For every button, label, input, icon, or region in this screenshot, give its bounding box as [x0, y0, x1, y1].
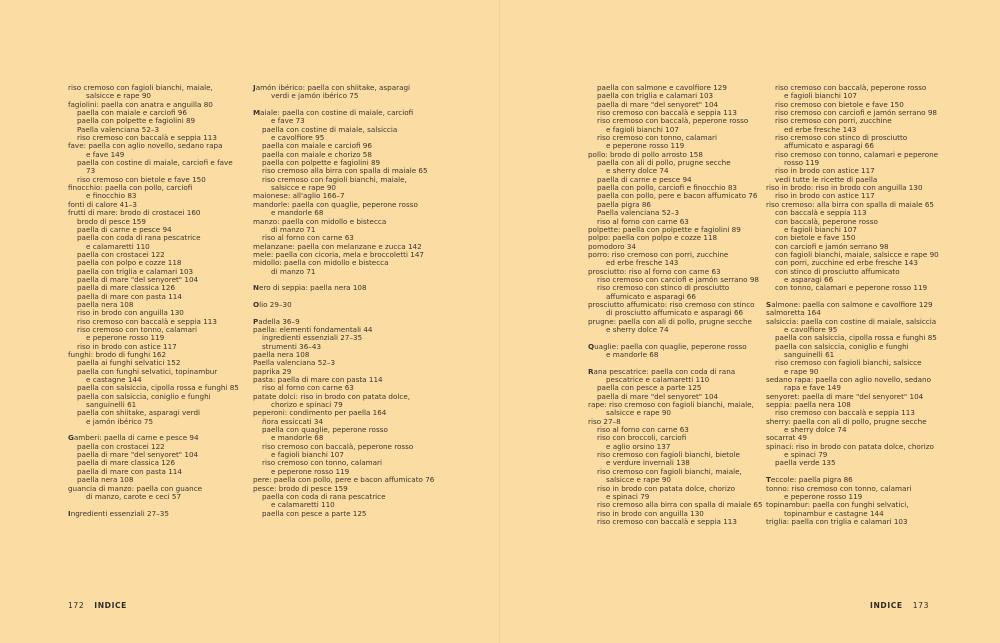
index-subentry: paella di mare con pasta 114 [77, 291, 182, 301]
index-subentry: paella di mare "del senyoret" 104 [597, 391, 719, 401]
index-subentry: riso in brodo con astice 117 [775, 166, 875, 176]
index-entry: fonti di calore 41–3 [68, 199, 137, 209]
index-continuation: e peperone rosso 119 [271, 466, 350, 476]
index-continuation: e rape 90 [784, 366, 819, 376]
index-subentry: con bietole e fave 150 [775, 233, 856, 243]
index-subentry: riso cremoso con stinco di prosciutto [775, 133, 908, 143]
index-subentry: paella con funghi selvatici, topinambur [77, 366, 218, 376]
entry-text: ana pescatrice: paella con coda di rana [593, 366, 736, 376]
section-letter: J [253, 83, 256, 92]
index-continuation: salsicce e rape 90 [606, 475, 671, 485]
index-subentry: riso in brodo con patata dolce, chorizo [597, 483, 736, 493]
index-entry: riso cremoso: alla birra con spalla di maiale 65 [766, 199, 935, 209]
index-subentry: riso cremoso con baccalà e seppia 113 [77, 133, 217, 143]
index-entry: spinaci: riso in brodo con patata dolce, chorizo [766, 441, 934, 451]
right-folio [870, 601, 929, 610]
index-entry: senyoret: paella di mare "del senyoret" 104 [766, 391, 924, 401]
running-head: INDICE [94, 601, 127, 610]
left-folio [68, 601, 127, 610]
page-number: 173 [912, 601, 929, 610]
index-continuation: e cavolfiore 95 [271, 133, 325, 143]
index-entry [253, 301, 423, 309]
index-continuation: e fagioli bianchi 107 [784, 224, 857, 234]
index-subentry: riso cremoso con baccalà, peperone rosso [597, 116, 749, 126]
index-entry: triglia: paella con triglia e calamari 103 [766, 516, 908, 526]
index-continuation: sanguinelli 61 [86, 400, 137, 410]
index-continuation: e fagioli bianchi 107 [784, 91, 857, 101]
index-continuation: di prosciutto affumicato e asparagi 66 [606, 308, 744, 318]
index-subentry: paella con shiitake, asparagi verdi [77, 408, 201, 418]
index-column-2 [253, 83, 435, 518]
entry-text: eccole: paella pigra 86 [770, 475, 853, 485]
section-letter: O [253, 299, 260, 309]
index-subentry: paella con coda di rana pescatrice [262, 491, 386, 501]
index-subentry: riso al forno con carne 63 [262, 233, 354, 243]
index-entry: prosciutto affumicato: riso cremoso con stinco [588, 299, 755, 309]
index-subentry: riso cremoso alla birra con spalla di maiale 65 [597, 500, 763, 510]
index-continuation: e peperone rosso 119 [784, 491, 863, 501]
index-subentry: paella con salsiccia, coniglio e funghi [77, 391, 211, 401]
section-letter: R [588, 366, 594, 376]
section-letter: M [253, 108, 261, 118]
index-continuation: e aglio orsino 137 [606, 441, 671, 451]
index-subentry: paella verde 135 [775, 458, 836, 468]
index-subentry: ingredienti essenziali 27–35 [262, 333, 363, 343]
index-subentry: riso al forno con carne 63 [597, 425, 689, 435]
index-subentry: paella con salmone e cavolfiore 129 [597, 83, 727, 92]
index-subentry: con stinco di prosciutto affumicato [775, 266, 900, 276]
index-subentry: paella con pollo, carciofi e finocchio 83 [597, 183, 737, 193]
index-subentry: paella pigra 86 [597, 199, 651, 209]
index-continuation: e sherry dolce 74 [784, 425, 847, 435]
index-continuation: e fagioli bianchi 107 [606, 124, 679, 134]
index-entry: funghi: brodo di funghi 162 [68, 350, 167, 359]
index-subentry: riso cremoso con fagioli bianchi, bietole [597, 450, 740, 460]
index-continuation: salsicce e rape 90 [606, 408, 671, 418]
index-subentry: paella con salsiccia, coniglio e funghi [775, 341, 909, 351]
index-entry: maionese: all'aglio 166–7 [253, 191, 345, 201]
index-entry: riso cremoso con fagioli bianchi, maiale, [68, 83, 213, 92]
index-continuation: verdi e jamón ibérico 75 [271, 91, 359, 101]
index-subentry: paella con pesce a parte 125 [262, 508, 367, 518]
index-entry: fave: paella con aglio novello, sedano rapa [68, 141, 223, 151]
index-subentry: riso cremoso con baccalà e seppia 113 [775, 408, 915, 418]
index-column-1 [68, 84, 238, 518]
index-continuation: salsicce e rape 90 [271, 183, 336, 193]
index-subentry: con baccalà, peperone rosso [775, 216, 878, 226]
index-entry [68, 510, 238, 518]
index-subentry: ñora essiccati 34 [262, 416, 324, 426]
section-letter: S [766, 299, 772, 309]
index-entry: fagiolini: paella con anatra e anguilla 80 [68, 99, 213, 109]
index-subentry: paella di carne e pesce 94 [77, 224, 172, 234]
index-entry: salmoretta 164 [766, 308, 821, 318]
index-continuation: e spinaci 79 [784, 450, 828, 460]
index-entry: pesce: brodo di pesce 159 [253, 483, 348, 493]
index-continuation: di manzo 71 [271, 224, 316, 234]
index-entry: frutti di mare: brodo di crostacei 160 [68, 208, 201, 218]
index-entry: pomodoro 34 [588, 241, 636, 251]
index-continuation: e fave 149 [86, 149, 125, 159]
index-entry: pollo: brodo di pollo arrosto 158 [588, 149, 703, 159]
index-subentry: paella con coda di rana pescatrice [77, 233, 201, 243]
index-subentry: riso cremoso con stinco di prosciutto [597, 283, 730, 293]
page-number: 172 [68, 601, 85, 610]
index-subentry: con porri, zucchine ed erbe fresche 143 [775, 258, 918, 268]
index-subentry: paella con quaglie, peperone rosso [262, 425, 388, 435]
index-subentry: paella con pollo, pere e bacon affumicato 76 [597, 191, 758, 201]
index-entry: socarrat 49 [766, 433, 807, 443]
index-subentry: riso cremoso con fagioli bianchi, maiale, [262, 174, 407, 184]
index-continuation: e finocchio 83 [86, 191, 137, 201]
index-subentry: riso cremoso con bietole e fave 150 [77, 174, 206, 184]
index-subentry: riso in brodo con astice 117 [77, 341, 177, 351]
index-entry: mandorle: paella con quaglie, peperone rosso [253, 199, 418, 209]
index-entry: seppia: paella nera 108 [766, 400, 851, 410]
index-subentry: riso cremoso con baccalà, peperone rosso [262, 441, 414, 451]
index-subentry: vedi tutte le ricette di paella [775, 174, 878, 184]
index-subentry: riso in brodo con astice 117 [775, 191, 875, 201]
index-subentry: riso cremoso con tonno, calamari [597, 133, 717, 143]
index-subentry: riso al forno con carne 63 [262, 383, 354, 393]
index-subentry: riso cremoso alla birra con spalla di maiale 65 [262, 166, 428, 176]
index-subentry: con tonno, calamari e peperone rosso 119 [775, 283, 928, 293]
index-entry: manzo: paella con midollo e bistecca [253, 216, 387, 226]
index-entry: topinambur: paella con funghi selvatici, [766, 500, 909, 510]
index-continuation: affumicato e asparagi 66 [784, 141, 874, 151]
index-subentry: riso cremoso con tonno, calamari [77, 324, 197, 334]
index-subentry: Paella valenciana 52–3 [77, 124, 160, 134]
index-entry: paella: elementi fondamentali 44 [253, 324, 373, 334]
index-continuation: chorizo e spinaci 79 [271, 400, 343, 410]
index-entry: sherry: paella con ali di pollo, prugne secche [766, 416, 927, 426]
index-entry: pere: paella con pollo, pere e bacon affumicato 76 [253, 475, 435, 485]
index-entry: riso 27–8 [588, 416, 621, 426]
index-continuation: salsicce e rape 90 [86, 91, 151, 101]
index-entry: paprika 29 [253, 366, 292, 376]
index-entry: guancia di manzo: paella con guance [68, 483, 203, 493]
index-continuation: e mandorle 68 [606, 350, 659, 359]
index-subentry: con fagioli bianchi, maiale, salsicce e rape 90 [775, 249, 939, 259]
index-subentry: riso in brodo con anguilla 130 [597, 508, 704, 518]
index-continuation: topinambur e castagne 144 [784, 508, 884, 518]
index-continuation: e peperone rosso 119 [606, 141, 685, 151]
index-continuation: di manzo 71 [271, 266, 316, 276]
index-subentry: paella di mare classica 126 [77, 458, 176, 468]
index-subentry: paella con salsiccia, cipolla rossa e funghi 85 [77, 383, 239, 393]
index-continuation: e peperone rosso 119 [86, 333, 165, 343]
entry-text: lio 29–30 [259, 299, 292, 309]
index-subentry: riso cremoso con baccalà, peperone rosso [775, 83, 927, 92]
index-entry: peperoni: condimento per paella 164 [253, 408, 387, 418]
index-subentry: paella di mare "del senyoret" 104 [77, 450, 199, 460]
index-continuation: e mandorle 68 [271, 208, 324, 218]
index-subentry: riso cremoso con porri, zucchine [775, 116, 892, 126]
index-column-3 [588, 83, 763, 526]
section-letter: Q [588, 341, 595, 351]
index-continuation: sanguinelli 61 [784, 350, 835, 359]
index-continuation: e mandorle 68 [271, 433, 324, 443]
index-subentry: paella con polpette e fagiolini 89 [77, 116, 196, 126]
index-entry: riso in brodo: riso in brodo con anguilla 130 [766, 183, 923, 193]
index-subentry: paella di mare "del senyoret" 104 [597, 99, 719, 109]
index-subentry: riso cremoso con tonno, calamari [262, 458, 382, 468]
index-subentry: paella con polpo e cozze 118 [77, 258, 182, 268]
entry-text: uaglie: paella con quaglie, peperone rosso [594, 341, 747, 351]
index-entry: finocchio: paella con pollo, carciofi [68, 183, 193, 193]
index-continuation: affumicato e asparagi 66 [606, 291, 696, 301]
index-entry: porro: riso cremoso con porri, zucchine [588, 249, 729, 259]
index-continuation: rosso 119 [784, 158, 820, 168]
index-subentry: riso in brodo con anguilla 130 [77, 308, 184, 318]
index-subentry: paella con pesce a parte 125 [597, 383, 702, 393]
index-continuation: e spinaci 79 [606, 491, 650, 501]
index-entry: prosciutto: riso al forno con carne 63 [588, 266, 721, 276]
index-subentry: paella con salsiccia, cipolla rossa e funghi 85 [775, 333, 937, 343]
index-subentry: riso con broccoli, carciofi [597, 433, 687, 443]
index-entry: mele: paella con cicoria, mela e broccoletti 147 [253, 249, 424, 259]
index-subentry: paella di mare classica 126 [77, 283, 176, 293]
index-entry: sedano rapa: paella con aglio novello, sedano [766, 375, 931, 385]
index-continuation: e castagne 144 [86, 375, 142, 385]
index-continuation: e sherry dolce 74 [606, 324, 669, 334]
section-letter: I [68, 508, 71, 518]
index-continuation: rapa e fave 149 [784, 383, 841, 393]
index-subentry: riso cremoso con fagioli bianchi, salsicce [775, 358, 922, 368]
index-subentry: paella di mare "del senyoret" 104 [77, 274, 199, 284]
index-subentry: paella nera 108 [77, 475, 134, 485]
section-letter: P [253, 316, 259, 326]
index-column-4 [766, 83, 939, 526]
entry-text: adella 36–9 [258, 316, 300, 326]
index-subentry: paella con triglia e calamari 103 [77, 266, 194, 276]
index-entry: prugne: paella con ali di pollo, prugne secche [588, 316, 752, 326]
index-subentry: paella di carne e pesce 94 [597, 174, 692, 184]
entry-text: ero di seppia: paella nera 108 [259, 283, 367, 293]
index-entry: midollo: paella con midollo e bistecca [253, 258, 389, 268]
index-subentry: paella con crostacei 122 [77, 441, 165, 451]
index-subentry: paella con crostacei 122 [77, 249, 165, 259]
index-entry: salsiccia: paella con costine di maiale, salsiccia [766, 316, 937, 326]
index-entry: polpette: paella con polpette e fagiolini 89 [588, 224, 741, 234]
index-subentry: con carciofi e jamón serrano 98 [775, 241, 889, 251]
index-continuation: e cavolfiore 95 [784, 324, 838, 334]
index-subentry: riso cremoso con carciofi e jamón serrano 98 [775, 108, 937, 118]
index-entry: rape: riso cremoso con fagioli bianchi, maiale, [588, 400, 754, 410]
index-entry [253, 284, 423, 292]
index-entry: patate dolci: riso in brodo con patata dolce, [253, 391, 411, 401]
index-entry: pasta: paella di mare con pasta 114 [253, 375, 383, 385]
index-continuation: ed erbe fresche 143 [784, 124, 857, 134]
index-entry: melanzane: paella con melanzane e zucca 142 [253, 241, 422, 251]
index-subentry: con baccalà e seppia 113 [775, 208, 867, 218]
index-subentry: riso cremoso con baccalà e seppia 113 [597, 108, 737, 118]
index-continuation: e calamaretti 110 [271, 500, 335, 510]
index-subentry: paella nera 108 [77, 299, 134, 309]
index-subentry: paella ai funghi selvatici 152 [77, 358, 181, 368]
index-subentry: paella con maiale e carciofi 96 [77, 108, 187, 118]
index-subentry: paella con costine di maiale, salsiccia [262, 124, 398, 134]
index-subentry: riso al forno con carne 63 [597, 216, 689, 226]
index-continuation: e asparagi 66 [784, 274, 834, 284]
index-continuation: e sherry dolce 74 [606, 166, 669, 176]
index-subentry: paella con costine di maiale, carciofi e fave [77, 158, 233, 168]
index-entry: paella nera 108 [253, 350, 310, 359]
index-continuation: e jamón ibérico 75 [86, 416, 154, 426]
index-subentry: riso cremoso con tonno, calamari e peperone [775, 149, 939, 159]
index-continuation: ed erbe fresche 143 [606, 258, 679, 268]
index-continuation: e fagioli bianchi 107 [271, 450, 344, 460]
index-subentry: riso cremoso con fagioli bianchi, maiale, [597, 466, 742, 476]
entry-text: amberi: paella di carne e pesce 94 [73, 433, 199, 443]
index-subentry: paella con triglia e calamari 103 [597, 91, 714, 101]
index-entry: polpo: paella con polpo e cozze 118 [588, 233, 718, 243]
section-letter: T [766, 475, 771, 485]
index-subentry: paella con polpette e fagiolini 89 [262, 158, 381, 168]
index-subentry: riso cremoso con bietole e fave 150 [775, 99, 904, 109]
index-continuation: e calamaretti 110 [86, 241, 150, 251]
section-letter: G [68, 433, 74, 443]
index-continuation: e verdure invernali 138 [606, 458, 690, 468]
index-subentry: paella di mare con pasta 114 [77, 466, 182, 476]
index-subentry: riso cremoso con carciofi e jamón serrano 98 [597, 274, 759, 284]
index-continuation: di manzo, carote e ceci 57 [86, 491, 182, 501]
index-subentry: strumenti 36–43 [262, 341, 322, 351]
entry-text: amón ibérico: paella con shiitake, asparagi [255, 83, 411, 92]
running-head: INDICE [870, 601, 903, 610]
index-subentry: paella con ali di pollo, prugne secche [597, 158, 731, 168]
index-continuation: e fave 73 [271, 116, 305, 126]
entry-text: ngredienti essenziali 27–35 [70, 508, 169, 518]
section-letter: N [253, 283, 260, 293]
index-subentry: brodo di pesce 159 [77, 216, 146, 226]
entry-text: almone: paella con salmone e cavolfiore 129 [771, 299, 933, 309]
entry-text: aiale: paella con costine di maiale, carciofi [260, 108, 414, 118]
index-subentry: paella con maiale e carciofi 96 [262, 141, 372, 151]
index-continuation: pescatrice e calamaretti 110 [606, 375, 710, 385]
index-subentry: Paella valenciana 52–3 [597, 208, 680, 218]
right-page [500, 0, 1000, 643]
index-entry: Paella valenciana 52–3 [253, 358, 336, 368]
index-subentry: riso cremoso con baccalà e seppia 113 [597, 516, 737, 526]
index-subentry: riso cremoso con baccalà e seppia 113 [77, 316, 217, 326]
index-continuation: 73 [86, 166, 96, 176]
index-subentry: paella con maiale e chorizo 58 [262, 149, 372, 159]
index-entry: tonno: riso cremoso con tonno, calamari [766, 483, 912, 493]
